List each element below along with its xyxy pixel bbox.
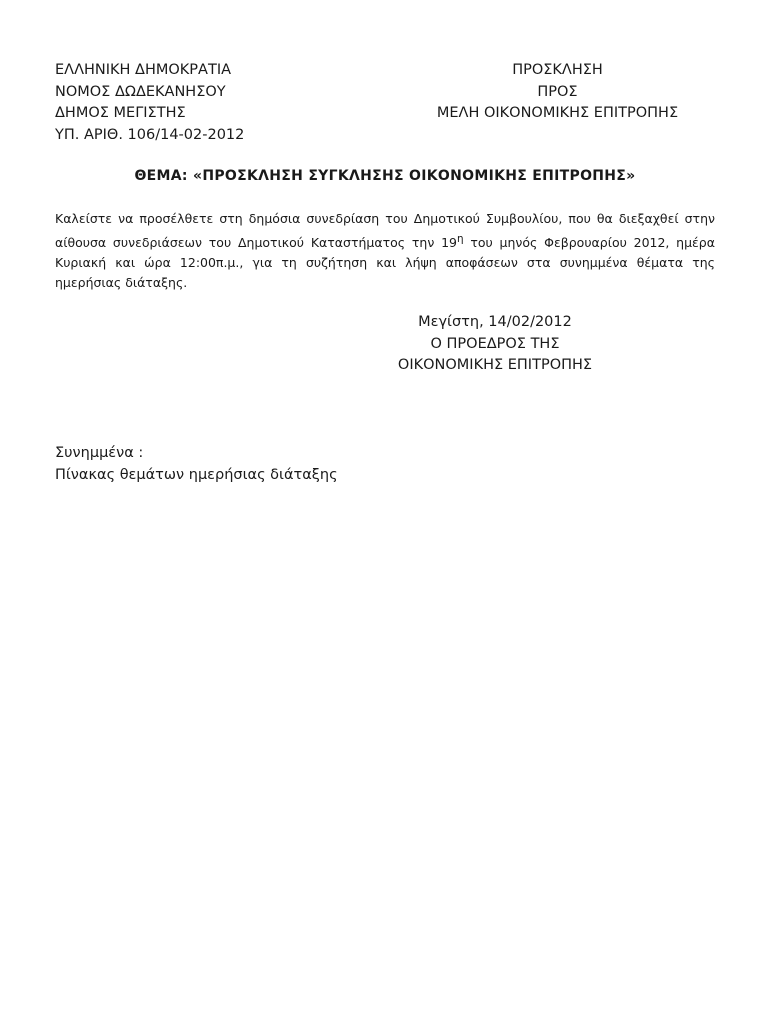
sender-country: ΕΛΛΗΝΙΚΗ ΔΗΜΟΚΡΑΤΙΑ xyxy=(55,62,232,78)
document-type: ΠΡΟΣΚΛΗΣΗ xyxy=(512,62,603,78)
sender-prefecture: ΝΟΜΟΣ ΔΩΔΕΚΑΝΗΣΟΥ xyxy=(55,83,226,100)
recipient-prefix: ΠΡΟΣ xyxy=(537,83,578,100)
sender-municipality: ΔΗΜΟΣ ΜΕΓΙΣΤΗΣ xyxy=(55,105,186,121)
body-paragraph xyxy=(55,209,715,293)
place-date: Μεγίστη, 14/02/2012 xyxy=(418,314,572,330)
signature-block xyxy=(360,312,630,377)
subject-line: ΘΕΜΑ: «ΠΡΟΣΚΛΗΣΗ ΣΥΓΚΛΗΣΗΣ ΟΙΚΟΝΟΜΙΚΗΣ ΕΠΙΤΡΟΠΗΣ» xyxy=(134,168,636,184)
attachments-block xyxy=(55,443,338,486)
protocol-number: ΥΠ. ΑΡΙΘ. 106/14-02-2012 xyxy=(55,126,245,143)
recipient-block xyxy=(405,60,710,125)
body-ordinal-superscript: η xyxy=(456,233,464,245)
attachments-label: Συνημμένα : xyxy=(55,445,144,461)
signatory-title-line2: ΟΙΚΟΝΟΜΙΚΗΣ ΕΠΙΤΡΟΠΗΣ xyxy=(397,357,593,373)
recipient-name: ΜΕΛΗ ΟΙΚΟΝΟΜΙΚΗΣ ΕΠΙΤΡΟΠΗΣ xyxy=(436,105,679,121)
signatory-title-line1: Ο ΠΡΟΕΔΡΟΣ ΤΗΣ xyxy=(430,335,560,352)
body-text-part2: του μηνός Φεβρουαρίου 2012, ημέρα Κυριακή και ώρα 12:00π.μ., για τη συζήτηση και λήψη αποφάσεων στα συνημμένα θέματα της ημερήσιας διάταξης. xyxy=(55,235,715,291)
attachments-item: Πίνακας θεμάτων ημερήσιας διάταξης xyxy=(55,466,338,483)
body-text-part1: Καλείστε να προσέλθετε στη δημόσια συνεδρίαση του Δημοτικού Συμβουλίου, που θα διεξαχθεί στην αίθουσα συνεδριάσεων του Δημοτικού Καταστήματος την 19 xyxy=(55,211,715,251)
sender-block xyxy=(55,60,244,146)
